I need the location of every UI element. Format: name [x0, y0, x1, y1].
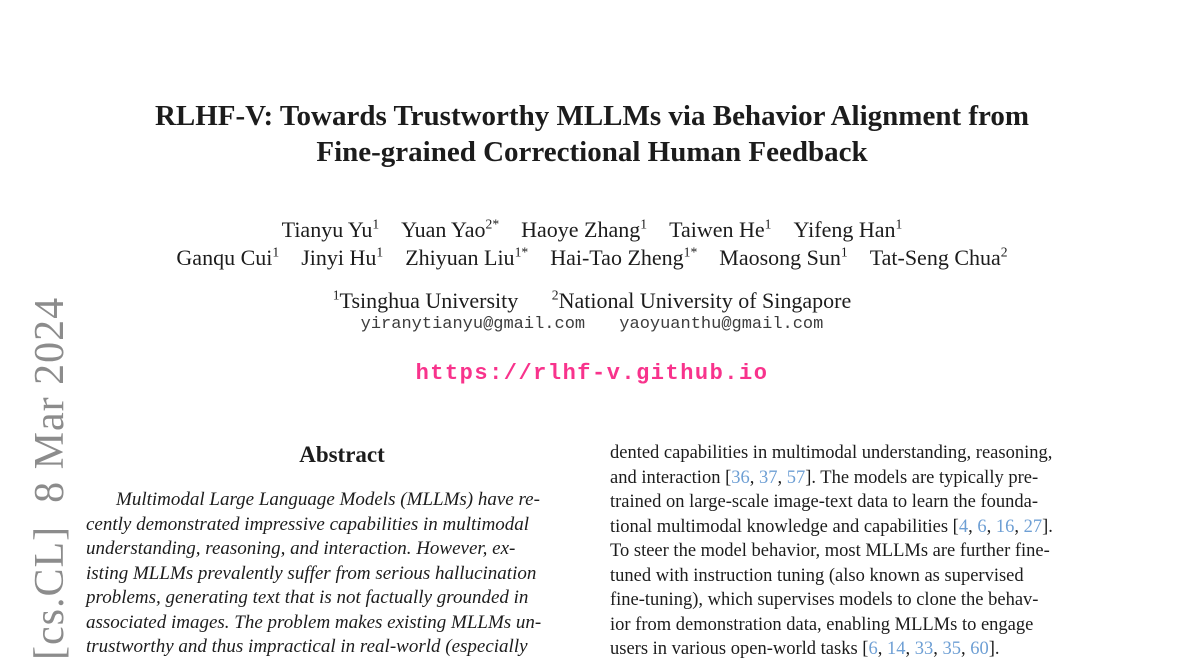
author-emails [86, 315, 1098, 334]
abstract-line: cently demonstrated impressive capabilities in multimodal [86, 513, 530, 535]
abstract-line: trustworthy and thus impractical in real-world (especially [86, 636, 528, 657]
intro-line: fine-tuning), which supervises models to clone the behav- [610, 590, 1039, 610]
abstract-heading: Abstract [299, 442, 385, 467]
right-column-text [610, 441, 1098, 662]
intro-line: and interaction [36, 37, 57]. The models are typically pre- [610, 467, 1039, 488]
project-link-row [86, 361, 1098, 386]
author-name: Tianyu Yu [281, 217, 373, 243]
author [669, 217, 771, 242]
author-name: Jinyi Hu [301, 245, 377, 271]
affiliation-2-label: National University of Singapore [558, 288, 852, 314]
author-superscript: 1 [840, 245, 848, 260]
author [870, 245, 1008, 270]
citation-link[interactable]: 27 [1023, 516, 1043, 537]
abstract-text [86, 488, 598, 660]
affiliation-2-superscript: 2 [551, 288, 559, 303]
author-superscript: 2* [485, 217, 500, 232]
abstract-line: isting MLLMs prevalently suffer from serious hallucination [86, 562, 537, 584]
author-superscript: 1 [272, 245, 280, 260]
citation-link[interactable]: 16 [995, 516, 1015, 537]
abstract-line: Multimodal Large Language Models (MLLMs) have re- [116, 489, 540, 510]
email-address-1: yiranytianyu@gmail.com [360, 315, 586, 334]
affiliations [86, 283, 1098, 314]
intro-line: tuned with instruction tuning (also known as supervised [610, 565, 1024, 586]
author-name: Tat-Seng Chua [869, 245, 1001, 271]
author [401, 217, 499, 242]
intro-line: trained on large-scale image-text data to learn the founda- [610, 492, 1039, 512]
author [793, 217, 902, 242]
authors-line-1 [86, 212, 1098, 243]
paper-title [86, 98, 1098, 170]
affiliation-1-superscript: 1 [332, 288, 340, 303]
author-name: Zhiyuan Liu [405, 245, 515, 271]
citation-link[interactable]: 60 [970, 639, 989, 659]
intro-line: users in various open-world tasks [6, 14, 33, 35, 60]. [610, 639, 1000, 659]
intro-line: To steer the model behavior, most MLLMs are further fine- [610, 541, 1050, 561]
citation-link[interactable]: 36 [731, 467, 750, 488]
author [176, 245, 279, 270]
author-superscript: 1* [683, 245, 698, 260]
author [282, 217, 380, 242]
project-link[interactable]: https://rlhf-v.github.io [415, 361, 769, 386]
author-name: Taiwen He [669, 217, 765, 243]
affiliation-2 [552, 288, 851, 313]
citation-link[interactable]: 6 [977, 516, 987, 537]
author-superscript: 1* [514, 245, 529, 260]
author-name: Yifeng Han [793, 217, 896, 243]
abstract-line: associated images. The problem makes existing MLLMs un- [86, 611, 542, 633]
author [301, 245, 383, 270]
author [405, 245, 528, 270]
author-name: Haoye Zhang [521, 217, 641, 243]
paper-title-line1: RLHF-V: Towards Trustworthy MLLMs via Behavior Alignment from [154, 100, 1030, 132]
author [719, 245, 847, 270]
author-name: Maosong Sun [719, 245, 841, 271]
affiliation-1 [333, 288, 519, 313]
author-superscript: 1 [764, 217, 772, 232]
author-superscript: 1 [376, 245, 384, 260]
authors-line-2 [86, 240, 1098, 271]
author-superscript: 2 [1000, 245, 1008, 260]
author-superscript: 1 [895, 217, 903, 232]
citation-link[interactable]: 57 [786, 467, 806, 488]
author [550, 245, 697, 270]
author-name: Hai-Tao Zheng [550, 245, 684, 271]
author-superscript: 1 [640, 217, 648, 232]
citation-link[interactable]: 6 [868, 639, 878, 659]
intro-line: ior from demonstration data, enabling MLLMs to engage [610, 614, 1034, 635]
intro-line: dented capabilities in multimodal understanding, reasoning, [610, 443, 1053, 463]
intro-line: tional multimodal knowledge and capabilities [4, 6, 16, 27]. [610, 516, 1053, 537]
author-name: Ganqu Cui [176, 245, 273, 271]
citation-link[interactable]: 37 [758, 467, 778, 488]
paper-title-line2: Fine-grained Correctional Human Feedback [316, 136, 868, 168]
abstract-line: problems, generating text that is not factually grounded in [86, 587, 529, 608]
citation-link[interactable]: 33 [914, 639, 934, 659]
abstract-line: understanding, reasoning, and interaction. However, ex- [86, 538, 516, 559]
author-superscript: 1 [372, 217, 380, 232]
author [521, 217, 647, 242]
author-name: Yuan Yao [401, 217, 486, 243]
arxiv-banner: [cs.CL] 8 Mar 2024 [27, 296, 73, 660]
citation-link[interactable]: 35 [942, 639, 961, 659]
affiliation-1-label: Tsinghua University [339, 288, 519, 314]
citation-link[interactable]: 4 [958, 516, 969, 537]
citation-link[interactable]: 14 [886, 639, 906, 659]
left-column [86, 441, 598, 660]
email-address-2: yaoyuanthu@gmail.com [619, 315, 824, 334]
